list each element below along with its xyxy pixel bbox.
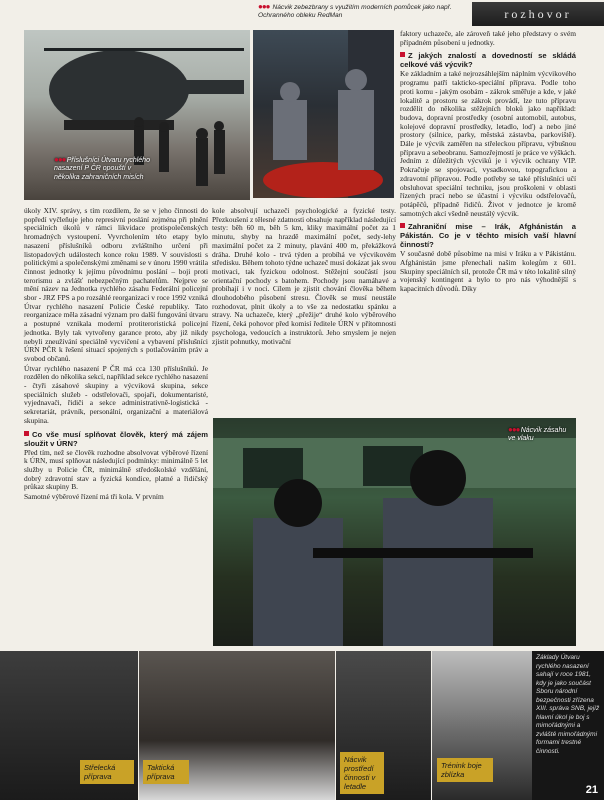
helicopter-caption-text: Příslušníci Útvaru rychlého nasazení P ČR opouští v několika zahraničních misích [54,157,150,181]
red-square-icon [400,223,405,228]
header-photo-caption [258,3,468,20]
train-illustration [213,418,576,646]
article-column-1 [24,207,208,503]
red-square-icon [400,52,405,57]
col2-paragraph: kole absolvují uchazeči psychologické a fyzické testy. Přezkoušení z tělesné zdatnosti obsahuje například následující testy: běh 60 m, běh 5 km, kliky maximální počet za 1 minutu, shyby na hrazdě maximální počet, sedy-lehy maximální počet za 2 minuty, plavání 400 m, překážková dráha. Druhé kolo - trvá týden a probíhá ve výcvikovém středisku. Během tohoto týdne uchazeč musí dokázat jak svou motivaci, tak fyzickou odolnost. Stěžejní součástí jsou orientační pochody s batohem. Pochody jsou namáhavé a probíhají i v noci. Cílem je zjistit chování člověka během dlouhodobého působení stresu. Člověk se musí neustále rozhodovat, plnit úkoly a to vše za nedostatku spánku a stravy. Na uchazeče, který „přežije“ druhé kolo výběrového řízení, čeká pohovor před komisí ředitele ÚRN v přítomnosti psychologa, vedoucích a instruktorů. Jeho smyslem je nejen zjistit pohnutky, motivační [212,206,396,346]
question-text: Co vše musí splňovat člověk, který má zájem sloužit v ÚRN? [24,429,208,448]
section-tag: rozhovor [472,2,604,26]
helicopter-photo-caption [54,156,158,182]
photo-tag-tactical: Taktická příprava [143,760,189,784]
interview-question [400,222,576,249]
bullet-dots-icon: ●●● [54,155,67,164]
photo-tag-close-combat: Trénink boje zblízka [437,758,493,782]
interview-question [24,430,208,448]
col1-paragraph: úkoly XIV. správy, s tím rozdílem, že se v jeho činnosti do popředí vyčleňuje jeho represivní poslání zejména při plnění speciálních úkolů v rámci likvidace protispolečenských hromadných vystoupení. Vyvrcholením této etapy bylo nasazení příslušníků odboru zvláštního určení při listopadových událostech konce roku 1989. V souvislosti s politickými a společenskými změnami se v únoru 1990 vrátila činnost jednotky k jejímu původnímu poslání – boji proti terorismu a zvlášť nebezpečným pachatelům. Nejprve se mění název na Jednotka rychlého zásahu Federální policejní sbor - JRZ FPS a po rozsáhlé reorganizaci v roce 1992 vzniká Útvar rychlého nasazení Policie České republiky. Tato reorganizace měla zásadní význam pro další fungování útvaru a postupné vznikala moderní protiteroristická policejní jednotka. Byly tak vytvořeny garance proto, aby již nikdy nebyli zneužívání speciálně vycvičení a vybavení příslušníci ÚRN PČR k řešení situací spojených s potlačováním práv a svobod občanů. [24,206,208,363]
history-caption: Základy Útvaru rychlého nasazení sahají v roce 1981, kdy je jako součást Sboru národní bezpečnosti zřízena XIII. správa SNB, jejíž hlavní úkol je boj s mimořádnými a zvláště mimořádnými formami trestné činnosti. [536,654,600,755]
train-photo-caption [508,426,570,444]
page-number: 21 [585,784,598,796]
col1-paragraph: Před tím, než se člověk rozhodne absolvovat výběrové řízení k ÚRN, musí splňovat následující podmínky: minimálně 5 let služby u Policie ČR, minimálně středoškolské vzdělání, dobrý zdravotní stav a fyzická kondice, platné a řidičský průkaz skupiny B. [24,447,208,492]
bullet-dots-icon: ●●● [508,425,521,434]
article-column-3 [400,30,576,295]
col3-paragraph: Ke základním a také nejrozsáhlejším náplním výcvikového programu patří takticko-speciální příprava. Podle toho proti komu - jakým osobám - zákrok směřuje a kde, v jaké lokalitě a prostoru se zákrok provádí, lze tuto přípravu rozdělit do několika stěžejních bloků jako například: budova, dopravní prostředky (osobní automobil, autobus, kolejové dopravní prostředky, letadlo, loď) a nebo jiné prostory (silnice, parky, městská zástavba, parkoviště). Dále je výcvik zaměřen na střeleckou přípravu, výbušnou přípravu a sebeobranu. Samozřejmostí je práce ve výškách. Jedním z důležitých výcviků je i výcvik ochrany VIP. Pokračuje se spojovací, vysadkovou, topografickou a zdravotní přípravou. Podle potřeby se také příslušníci učí obsluhovat speciální techniku, jsou proškoleni v oblasti řízených prací nebo se účastní i výcviku odstřelovačů, potápěčů, případně řidičů. Život v jednotce je kromě samotných akcí všedně neustálý výcvik. [400,69,576,218]
interview-question [400,51,576,69]
article-column-2 [212,207,396,347]
rescue-illustration [253,30,394,198]
bullet-dots-icon: ●●● [258,2,270,11]
question-text: Zahraniční mise – Irák, Afghánistán a Pákistán. Co je v těchto misích vaší hlavní činností? [400,222,576,250]
train-assault-photo [213,418,576,646]
header-caption-text: Nácvik zebezbrany s využitím moderních pomůcek jako např. Ochranného obleku RedMan [258,4,452,20]
col3-paragraph: V současné době působíme na misi v Iráku a v Pákistánu. Afghánistán jsme přenechali našim kolegům z 601. Skupiny speciálních sil, protože ČR má v této lokalitě silný vojenský kontingent a bylo to pro nás výhodnější s kapacitních důvodů. Díky [400,249,576,294]
photo-tag-aircraft: Nácvik prostředí činnosti v letadle [340,752,384,794]
train-caption-text: Nácvik zásahu ve vlaku [508,427,567,443]
red-square-icon [24,431,29,436]
col3-paragraph: faktory uchazeče, ale zároveň také jeho představy o svém případném působení u jednotky. [400,29,576,47]
question-text: Z jakých znalostí a dovedností se skládá celkové váš výcvik? [400,51,576,70]
photo-tag-shooting: Střelecká příprava [80,760,134,784]
col1-paragraph: Útvar rychlého nasazení P ČR má cca 130 příslušníků. Je rozdělen do několika sekcí, například sekce rychlého nasazení - čtyři zásahové skupiny a výcviková skupina, sekce speciálních služeb - odstřelovači, spojaři, dokumentaristé, vyjednavači, řidiči a sekce administrativně-logistická - sekretariát, právník, personální, organizační a materiálová skupina. [24,363,208,425]
rescue-training-photo [253,30,394,198]
col1-paragraph: Samotné výběrové řízení má tři kola. V prvním [24,492,164,502]
